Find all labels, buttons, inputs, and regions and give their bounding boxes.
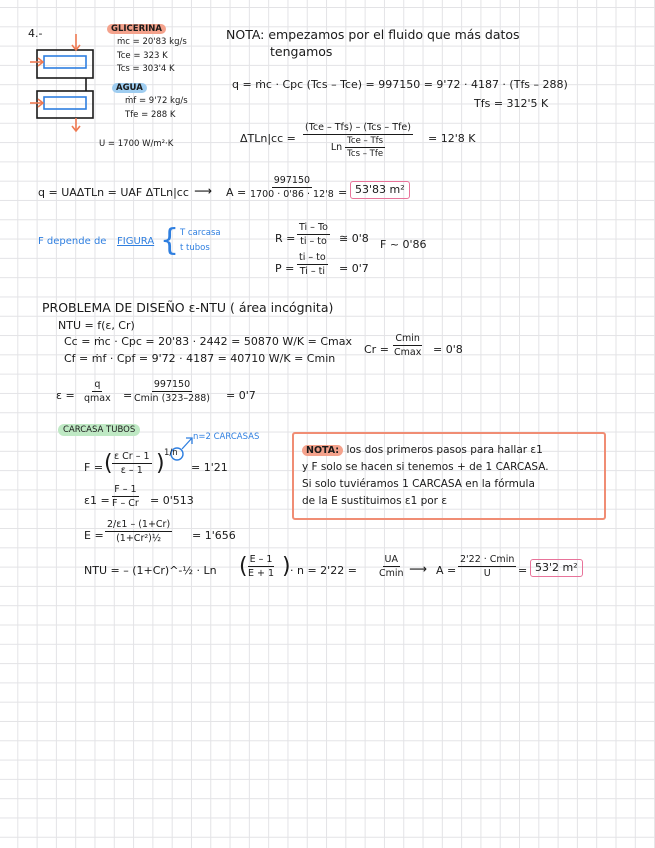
note-line-2: y F solo se hacen si tenemos + de 1 CARCASA. — [302, 461, 549, 473]
p-lhs: P = — [275, 262, 295, 275]
carcasa-highlight: CARCASA TUBOS — [58, 424, 140, 436]
lmtd-ln-den: Tcs – Tfe — [347, 149, 384, 159]
mf-value: ṁf = 9'72 kg/s — [125, 96, 188, 106]
lmtd-lhs: ΔTLn|cc = — [240, 132, 296, 145]
fdep-text: F depende de — [38, 236, 107, 247]
area1-den: 1700 · 0'86 · 12'8 — [250, 189, 334, 200]
eps-lhs: ε = — [56, 389, 75, 402]
f-exponent: 1/n — [164, 448, 178, 458]
area2-fraction — [458, 554, 516, 579]
eps-den1: qmax — [84, 393, 111, 404]
cf-line: Cf = ṁf · Cpf = 9'72 · 4187 = 40710 W/K = Cmin — [64, 352, 336, 365]
eps-result: = 0'7 — [226, 389, 256, 402]
ntu-function: NTU = f(ε, Cr) — [58, 319, 135, 332]
r-num: Ti – To — [299, 222, 328, 233]
note-box — [292, 432, 606, 520]
n-carcasas-note: n=2 CARCASAS — [193, 432, 260, 442]
eps-den2: Cmin (323–288) — [134, 393, 210, 404]
ntu-ua-den: Cmin — [379, 568, 404, 579]
f-result: = 1'21 — [191, 461, 228, 474]
f-num: ε Cr – 1 — [114, 451, 150, 462]
cc-line: Cc = ṁc · Cpc = 20'83 · 2442 = 50870 W/K = Cmax — [64, 335, 352, 348]
heat-equation: q = ṁc · Cpc (Tcs – Tce) = 997150 = 9'72 · 4187 · (Tfs – 288) — [232, 78, 568, 91]
f-paren-close: ) — [156, 451, 165, 476]
eps-num2: 997150 — [153, 379, 191, 390]
ntu-ln-num: E – 1 — [249, 554, 273, 565]
f-den: ε – 1 — [120, 465, 143, 476]
glicerina-highlight: GLICERINA — [107, 24, 166, 34]
eps-eq: = — [123, 389, 133, 402]
area2-result-box: 53'2 m² — [530, 559, 583, 577]
e1-num: F – 1 — [114, 484, 137, 495]
e-result: = 1'656 — [192, 529, 236, 542]
e1-fraction — [110, 484, 141, 509]
cr-num: Cmin — [395, 333, 420, 344]
mc-value: ṁc = 20'83 kg/s — [117, 37, 187, 47]
e1-den: F – Cr — [112, 498, 139, 509]
r-den: ti – to — [300, 236, 327, 247]
ntu-paren-close: ) — [282, 554, 291, 579]
tcs-value: Tcs = 303'4 K — [117, 64, 175, 74]
ntu-mid: · n = 2'22 = — [290, 564, 357, 577]
note-line-4: de la E sustituimos ε1 por ε — [302, 495, 448, 507]
eps-num1: q — [94, 379, 101, 390]
problem-number: 4.- — [28, 27, 43, 40]
lmtd-ln: Ln — [330, 142, 343, 153]
area2-a-eq: A = — [436, 564, 457, 577]
e1-lhs: ε1 = — [84, 494, 110, 507]
area2-num: 2'22 · Cmin — [460, 554, 515, 565]
cr-lhs: Cr = — [364, 343, 389, 356]
area1-arrow: ⟶ — [194, 183, 212, 198]
f-result: F ~ 0'86 — [380, 238, 427, 251]
ntu-paren-open: ( — [239, 554, 248, 579]
u-value: U = 1700 W/m²·K — [99, 139, 174, 149]
note-line-3: Si solo tuviéramos 1 CARCASA en la fórmula — [302, 478, 535, 490]
ntu-ua-num: UA — [384, 554, 398, 565]
e-fraction — [105, 519, 172, 544]
area2-eq: = — [518, 564, 528, 577]
p-num: ti – to — [299, 252, 326, 263]
note-label: NOTA: — [302, 445, 343, 456]
fdep-brace: { — [160, 223, 180, 258]
e1-result: = 0'513 — [150, 494, 194, 507]
e-den: (1+Cr²)½ — [116, 533, 162, 544]
f-lhs: F = — [84, 461, 104, 474]
f-paren-open: ( — [104, 451, 113, 476]
lmtd-numerator: (Tce – Tfs) – (Tcs – Tfe) — [305, 122, 411, 133]
f-fraction — [112, 451, 152, 476]
p-result: = 0'7 — [339, 262, 369, 275]
ntu-section-title: PROBLEMA DE DISEÑO ε-NTU ( área incógnita) — [42, 300, 334, 315]
agua-highlight: AGUA — [112, 83, 147, 93]
cr-den: Cmax — [394, 347, 422, 358]
area2-den: U — [483, 568, 491, 579]
lmtd-result: = 12'8 K — [428, 132, 476, 145]
area1-eq: = — [338, 186, 348, 199]
r-lhs: R = — [275, 232, 296, 245]
r-result: ≅ 0'8 — [339, 232, 369, 245]
tfs-result: Tfs = 312'5 K — [474, 97, 549, 110]
area1-lhs: q = UAΔTLn = UAF ΔTLn|cc — [38, 186, 189, 199]
ntu-ln-den: E + 1 — [248, 568, 275, 579]
fdep-t2: t tubos — [180, 243, 210, 253]
area2-arrow: ⟶ — [409, 561, 427, 576]
lmtd-ln-num: Tce – Tfs — [347, 136, 384, 146]
area1-num: 997150 — [273, 175, 311, 186]
area1-result-box: 53'83 m² — [350, 181, 410, 199]
note-text-1: los dos primeros pasos para hallar ε1 — [346, 444, 543, 456]
tfe-value: Tfe = 288 K — [125, 110, 176, 120]
nota-top-line2: tengamos — [270, 44, 333, 59]
note-line-1 — [302, 444, 543, 457]
ntu-ua-fraction — [377, 554, 406, 579]
tce-value: Tce = 323 K — [117, 51, 168, 61]
ntu-ln-fraction — [246, 554, 276, 579]
fdep-figura: FIGURA — [117, 236, 155, 247]
nota-top-line1: NOTA: empezamos por el fluido que más datos — [226, 27, 520, 42]
ntu-lhs: NTU = – (1+Cr)^-½ · Ln — [84, 564, 217, 577]
cr-result: = 0'8 — [433, 343, 463, 356]
area1-a-eq: A = — [226, 186, 247, 199]
p-den: Ti – ti — [299, 266, 325, 277]
fdep-t1: T carcasa — [180, 228, 221, 238]
e-num: 2/ε1 – (1+Cr) — [107, 519, 171, 530]
e-lhs: E = — [84, 529, 104, 542]
